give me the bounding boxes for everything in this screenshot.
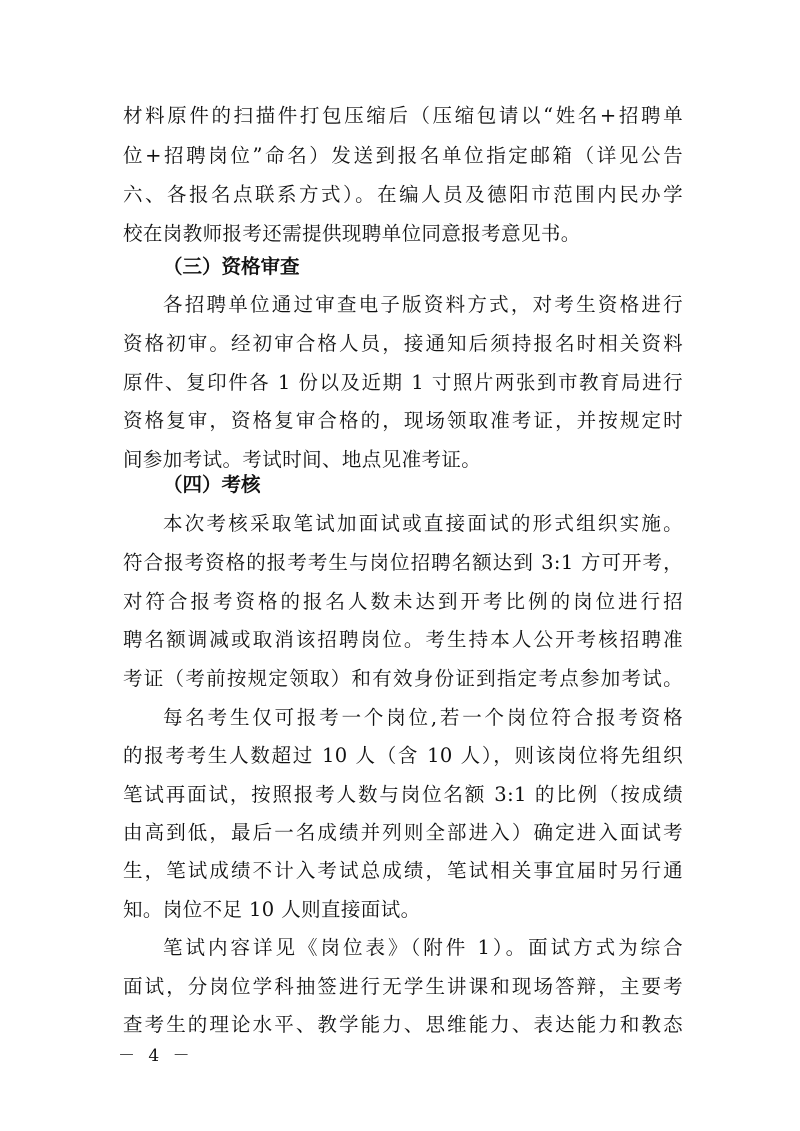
paragraph-line: 各招聘单位通过审查电子版资料方式，对考生资格进行 bbox=[163, 293, 683, 316]
paragraph-line: 资格复审，资格复审合格的，现场领取准考证，并按规定时 bbox=[123, 409, 683, 432]
section-heading-qualification-review: （三）资格审查 bbox=[163, 255, 300, 278]
paragraph-line: 本次考核采取笔试加面试或直接面试的形式组织实施。 bbox=[163, 512, 683, 535]
paragraph-line: 由高到低，最后一名成绩并列则全部进入）确定进入面试考 bbox=[123, 821, 683, 844]
paragraph-line: 原件、复印件各 1 份以及近期 1 寸照片两张到市教育局进行 bbox=[123, 371, 683, 394]
paragraph-line: 查考生的理论水平、教学能力、思维能力、表达能力和教态 bbox=[123, 1013, 683, 1036]
paragraph-line: 笔试再面试，按照报考人数与岗位名额 3:1 的比例（按成绩 bbox=[123, 783, 683, 806]
section-heading-assessment: （四）考核 bbox=[163, 473, 261, 496]
paragraph-line: 考证（考前按规定领取）和有效身份证到指定考点参加考试。 bbox=[123, 667, 683, 690]
paragraph-line: 生，笔试成绩不计入考试总成绩，笔试相关事宜届时另行通 bbox=[123, 859, 683, 882]
paragraph-line: 符合报考资格的报考考生与岗位招聘名额达到 3:1 方可开考， bbox=[123, 551, 683, 574]
paragraph-line: 聘名额调减或取消该招聘岗位。考生持本人公开考核招聘准 bbox=[123, 628, 683, 651]
paragraph-line: 材料原件的扫描件打包压缩后（压缩包请以“姓名+招聘单 bbox=[123, 104, 683, 127]
paragraph-line: 对符合报考资格的报名人数未达到开考比例的岗位进行招 bbox=[123, 590, 683, 613]
paragraph-line: 面试，分岗位学科抽签进行无学生讲课和现场答辩，主要考 bbox=[123, 975, 683, 998]
paragraph-line: 位+招聘岗位”命名）发送到报名单位指定邮箱（详见公告 bbox=[123, 144, 683, 167]
paragraph-line: 的报考考生人数超过 10 人（含 10 人），则该岗位将先组织 bbox=[123, 744, 683, 767]
page-number: － 4 － bbox=[118, 1046, 194, 1066]
paragraph-line: 资格初审。经初审合格人员，接通知后须持报名时相关资料 bbox=[123, 332, 683, 355]
paragraph-line: 校在岗教师报考还需提供现聘单位同意报考意见书。 bbox=[123, 222, 581, 245]
paragraph-line: 知。岗位不足 10 人则直接面试。 bbox=[123, 898, 421, 921]
paragraph-line: 每名考生仅可报考一个岗位,若一个岗位符合报考资格 bbox=[163, 706, 683, 729]
paragraph-line: 笔试内容详见《岗位表》（附件 1）。面试方式为综合 bbox=[163, 936, 683, 959]
paragraph-line: 六、各报名点联系方式）。在编人员及德阳市范围内民办学 bbox=[123, 183, 683, 206]
paragraph-line: 间参加考试。考试时间、地点见准考证。 bbox=[123, 448, 482, 471]
